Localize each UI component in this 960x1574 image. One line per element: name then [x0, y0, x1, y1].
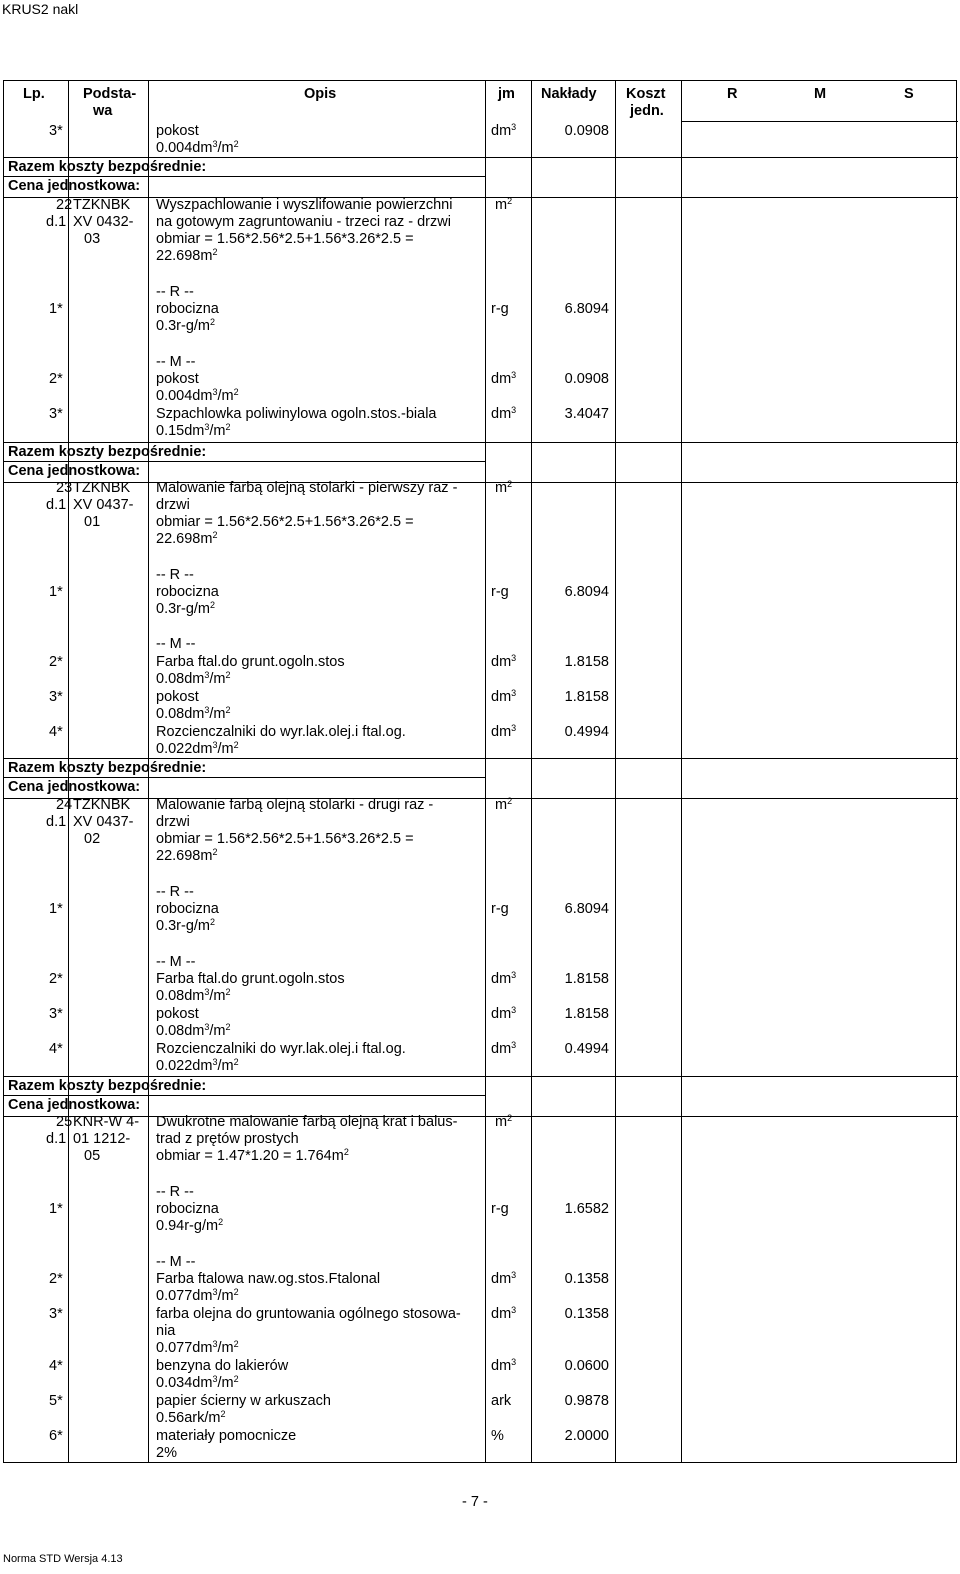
position-basis-3: 05	[84, 1148, 101, 1164]
item-number: 2*	[49, 654, 63, 670]
header-lp: Lp.	[23, 86, 45, 102]
item-number: 3*	[49, 1006, 63, 1022]
item-number: 4*	[49, 724, 63, 740]
item-description: pokost	[156, 1006, 199, 1022]
item-quantity: 1.8158	[564, 689, 609, 705]
row-divider	[4, 442, 958, 443]
position-basis-2: XV 0437-	[73, 497, 134, 513]
item-norm: 2%	[156, 1445, 177, 1461]
position-description: Malowanie farbą olejną stolarki - pierwszy raz -	[156, 480, 458, 496]
item-number: 4*	[49, 1358, 63, 1374]
item-norm: $0.004dm^3/m^2$	[156, 387, 239, 404]
header-naklady: Nakłady	[541, 86, 597, 102]
cena-label: Cena jednostkowa:	[8, 178, 141, 194]
item-norm: $0.94r-g/m^2$	[156, 1217, 224, 1234]
material-section-label: -- M --	[156, 1254, 196, 1270]
razem-label: Razem koszty bezpośrednie:	[8, 444, 207, 460]
item-quantity: 0.4994	[564, 1041, 609, 1057]
row-divider	[4, 197, 958, 198]
position-description-2: trad z prętów prostych	[156, 1131, 299, 1147]
position-description: Malowanie farbą olejną stolarki - drugi raz -	[156, 797, 434, 813]
item-unit: $dm^3$	[491, 723, 517, 740]
item-quantity: 0.0908	[564, 123, 609, 139]
labor-section-label: -- R --	[156, 284, 194, 300]
position-number: 24	[56, 797, 73, 813]
position-unit: $m^2$	[495, 479, 513, 496]
column-divider	[681, 81, 682, 1462]
position-measure: obmiar = 1.56*2.56*2.5+1.56*3.26*2.5 =	[156, 231, 414, 247]
material-section-label: -- M --	[156, 636, 196, 652]
item-norm: $0.08dm^3/m^2$	[156, 670, 231, 687]
item-unit: $dm^3$	[491, 688, 517, 705]
position-unit: $m^2$	[495, 1113, 513, 1130]
material-section-label: -- M --	[156, 954, 196, 970]
position-measure-result: $22.698m^2$	[156, 530, 218, 547]
item-number: 3*	[49, 406, 63, 422]
position-description-2: drzwi	[156, 814, 190, 830]
item-number: 6*	[49, 1428, 63, 1444]
labor-section-label: -- R --	[156, 1184, 194, 1200]
position-measure: obmiar = $1.47*1.20 = 1.764m^2$	[156, 1147, 349, 1164]
row-divider	[4, 777, 485, 778]
item-norm: $0.3r-g/m^2$	[156, 600, 216, 617]
item-description: Farba ftalowa naw.og.stos.Ftalonal	[156, 1271, 381, 1287]
item-unit: r-g	[491, 584, 509, 600]
cost-table	[3, 80, 957, 1463]
item-description: pokost	[156, 123, 199, 139]
item-description: robocizna	[156, 301, 219, 317]
material-section-label: -- M --	[156, 354, 196, 370]
row-divider	[4, 1076, 958, 1077]
item-quantity: 6.8094	[564, 301, 609, 317]
item-quantity: 0.0908	[564, 371, 609, 387]
position-number: 22	[56, 197, 73, 213]
position-measure-result: $22.698m^2$	[156, 247, 218, 264]
item-norm: $0.56ark/m^2$	[156, 1409, 226, 1426]
item-norm: $0.08dm^3/m^2$	[156, 1022, 231, 1039]
position-number: 25	[56, 1114, 73, 1130]
header-jm: jm	[498, 86, 515, 102]
row-divider	[681, 121, 958, 122]
cena-label: Cena jednostkowa:	[8, 463, 141, 479]
item-norm: $0.034dm^3/m^2$	[156, 1374, 239, 1391]
razem-label: Razem koszty bezpośrednie:	[8, 159, 207, 175]
item-quantity: 1.8158	[564, 654, 609, 670]
item-number: 3*	[49, 123, 63, 139]
column-divider	[485, 81, 486, 1462]
item-norm: $0.15dm^3/m^2$	[156, 422, 231, 439]
position-description: Wyszpachlowanie i wyszlifowanie powierzchni	[156, 197, 453, 213]
position-description-2: na gotowym zagruntowaniu - trzeci raz - drzwi	[156, 214, 451, 230]
position-basis: TZKNBK	[73, 797, 131, 813]
item-description-cont: nia	[156, 1323, 176, 1339]
item-quantity: 0.4994	[564, 724, 609, 740]
position-description-2: drzwi	[156, 497, 190, 513]
item-unit: %	[491, 1428, 504, 1444]
item-quantity: 0.1358	[564, 1271, 609, 1287]
position-basis-2: XV 0437-	[73, 814, 134, 830]
item-quantity: 6.8094	[564, 584, 609, 600]
razem-label: Razem koszty bezpośrednie:	[8, 1078, 207, 1094]
item-quantity: 0.9878	[564, 1393, 609, 1409]
labor-section-label: -- R --	[156, 567, 194, 583]
item-quantity: 0.1358	[564, 1306, 609, 1322]
razem-label: Razem koszty bezpośrednie:	[8, 760, 207, 776]
row-divider	[4, 176, 485, 177]
page-number: - 7 -	[462, 1494, 488, 1510]
header-m: M	[814, 86, 827, 102]
item-description: papier ścierny w arkuszach	[156, 1393, 331, 1409]
item-norm: $0.08dm^3/m^2$	[156, 987, 231, 1004]
item-description: robocizna	[156, 1201, 219, 1217]
position-basis: TZKNBK	[73, 197, 131, 213]
item-norm: $0.022dm^3/m^2$	[156, 740, 239, 757]
item-norm: $0.077dm^3/m^2$	[156, 1339, 239, 1356]
position-number: 23	[56, 480, 73, 496]
item-norm: $0.077dm^3/m^2$	[156, 1287, 239, 1304]
item-number: 1*	[49, 1201, 63, 1217]
item-quantity: 3.4047	[564, 406, 609, 422]
column-divider	[531, 81, 532, 1462]
position-measure: obmiar = 1.56*2.56*2.5+1.56*3.26*2.5 =	[156, 831, 414, 847]
item-unit: $dm^3$	[491, 122, 517, 139]
item-unit: $dm^3$	[491, 405, 517, 422]
position-basis: KNR-W 4-	[73, 1114, 140, 1130]
column-divider	[615, 81, 616, 1462]
item-description: robocizna	[156, 584, 219, 600]
item-norm: $0.3r-g/m^2$	[156, 317, 216, 334]
item-number: 1*	[49, 584, 63, 600]
position-basis: TZKNBK	[73, 480, 131, 496]
header-podstawa: Podsta-	[83, 86, 137, 102]
item-unit: $dm^3$	[491, 1270, 517, 1287]
item-unit: $dm^3$	[491, 370, 517, 387]
position-suffix: d.1	[46, 814, 67, 830]
item-unit: $dm^3$	[491, 653, 517, 670]
item-unit: $dm^3$	[491, 1305, 517, 1322]
header-s: S	[904, 86, 914, 102]
footer-version: Norma STD Wersja 4.13	[3, 1553, 123, 1565]
item-number: 3*	[49, 1306, 63, 1322]
item-description: robocizna	[156, 901, 219, 917]
header-koszt-2: jedn.	[630, 103, 664, 119]
header-r: R	[727, 86, 738, 102]
item-unit: ark	[491, 1393, 512, 1409]
row-divider	[4, 461, 485, 462]
item-quantity: 0.0600	[564, 1358, 609, 1374]
row-divider	[4, 482, 958, 483]
item-description: Rozcienczalniki do wyr.lak.olej.i ftal.og.	[156, 724, 406, 740]
item-description: farba olejna do gruntowania ogólnego stosowa-	[156, 1306, 461, 1322]
item-description: Szpachlowka poliwinylowa ogoln.stos.-biala	[156, 406, 437, 422]
position-description: Dwukrotne malowanie farbą olejną krat i balus-	[156, 1114, 458, 1130]
item-number: 5*	[49, 1393, 63, 1409]
item-unit: r-g	[491, 1201, 509, 1217]
item-description: Rozcienczalniki do wyr.lak.olej.i ftal.og.	[156, 1041, 406, 1057]
item-description: pokost	[156, 689, 199, 705]
position-suffix: d.1	[46, 214, 67, 230]
item-norm: $0.004dm^3/m^2$	[156, 139, 239, 156]
item-number: 3*	[49, 689, 63, 705]
item-quantity: 2.0000	[564, 1428, 609, 1444]
item-number: 1*	[49, 301, 63, 317]
row-divider	[4, 1095, 485, 1096]
header-opis: Opis	[304, 86, 337, 102]
item-number: 2*	[49, 1271, 63, 1287]
row-divider	[4, 1116, 958, 1117]
item-unit: r-g	[491, 901, 509, 917]
position-basis-3: 02	[84, 831, 101, 847]
row-divider	[4, 798, 958, 799]
item-number: 4*	[49, 1041, 63, 1057]
item-unit: $dm^3$	[491, 1357, 517, 1374]
header-koszt: Koszt	[626, 86, 666, 102]
row-divider	[4, 758, 958, 759]
position-measure-result: $22.698m^2$	[156, 847, 218, 864]
position-basis-3: 03	[84, 231, 101, 247]
position-basis-2: XV 0432-	[73, 214, 134, 230]
item-unit: $dm^3$	[491, 970, 517, 987]
row-divider	[4, 157, 958, 158]
position-unit: $m^2$	[495, 196, 513, 213]
position-measure: obmiar = 1.56*2.56*2.5+1.56*3.26*2.5 =	[156, 514, 414, 530]
item-quantity: 1.8158	[564, 1006, 609, 1022]
item-description: pokost	[156, 371, 199, 387]
position-suffix: d.1	[46, 497, 67, 513]
item-quantity: 6.8094	[564, 901, 609, 917]
item-number: 2*	[49, 371, 63, 387]
position-suffix: d.1	[46, 1131, 67, 1147]
cena-label: Cena jednostkowa:	[8, 1097, 141, 1113]
item-description: Farba ftal.do grunt.ogoln.stos	[156, 971, 345, 987]
window-title: KRUS2 nakl	[2, 1, 79, 17]
item-number: 1*	[49, 901, 63, 917]
position-unit: $m^2$	[495, 796, 513, 813]
position-basis-2: 01 1212-	[73, 1131, 131, 1147]
item-norm: $0.3r-g/m^2$	[156, 917, 216, 934]
item-number: 2*	[49, 971, 63, 987]
item-description: benzyna do lakierów	[156, 1358, 289, 1374]
item-norm: $0.08dm^3/m^2$	[156, 705, 231, 722]
item-unit: $dm^3$	[491, 1005, 517, 1022]
item-norm: $0.022dm^3/m^2$	[156, 1057, 239, 1074]
item-quantity: 1.6582	[564, 1201, 609, 1217]
item-unit: $dm^3$	[491, 1040, 517, 1057]
item-description: Farba ftal.do grunt.ogoln.stos	[156, 654, 345, 670]
header-podstawa-2: wa	[93, 103, 113, 119]
position-basis-3: 01	[84, 514, 101, 530]
item-quantity: 1.8158	[564, 971, 609, 987]
labor-section-label: -- R --	[156, 884, 194, 900]
item-description: materiały pomocnicze	[156, 1428, 297, 1444]
cena-label: Cena jednostkowa:	[8, 779, 141, 795]
item-unit: r-g	[491, 301, 509, 317]
